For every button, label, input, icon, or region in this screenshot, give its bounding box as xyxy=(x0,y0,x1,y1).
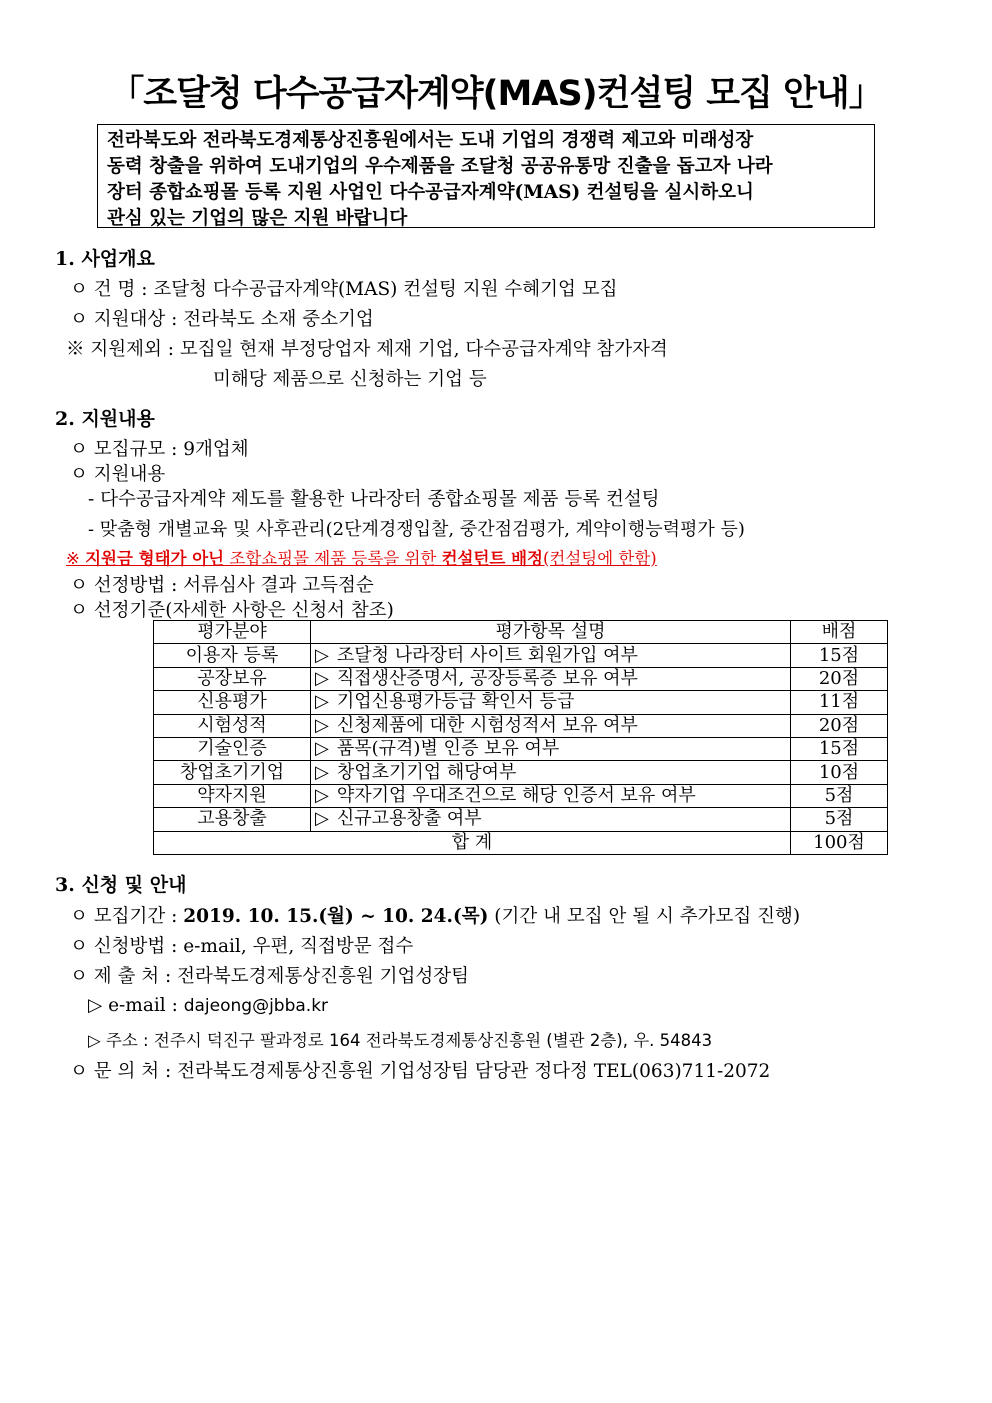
triangle-icon: ▷ xyxy=(315,808,329,830)
row-field: 기술인증 xyxy=(154,737,311,760)
table-header-row xyxy=(154,621,888,644)
triangle-icon: ▷ xyxy=(315,667,329,689)
row-desc: ▷ 기업신용평가등급 확인서 등급 xyxy=(311,691,791,714)
intro-box xyxy=(97,124,875,228)
intro-line: 동력 창출을 위하여 도내기업의 우수제품을 조달청 공공유통망 진출을 돕고자 나라 xyxy=(107,156,773,177)
email-link[interactable]: dajeong@jbba.kr xyxy=(183,996,329,1016)
intro-line: 관심 있는 기업의 많은 지원 바랍니다 xyxy=(107,208,408,229)
triangle-icon: ▷ xyxy=(315,761,329,783)
email-line: ▷ e-mail : dajeong@jbba.kr xyxy=(88,995,329,1016)
row-desc: ▷ 조달청 나라장터 사이트 회원가입 여부 xyxy=(311,644,791,667)
total-label: 합 계 xyxy=(154,831,791,854)
row-score: 15점 xyxy=(791,644,888,667)
triangle-icon: ▷ xyxy=(315,738,329,760)
row-field: 고용창출 xyxy=(154,808,311,831)
table-row xyxy=(154,691,888,714)
support-item: - 맞춤형 개별교육 및 사후관리(2단계경쟁입찰, 중간점검평가, 계약이행능력평가 등) xyxy=(88,519,745,540)
project-name: ㅇ 건 명 : 조달청 다수공급자계약(MAS) 컨설팅 지원 수혜기업 모집 xyxy=(70,279,618,300)
table-row xyxy=(154,808,888,831)
intro-line: 전라북도와 전라북도경제통상진흥원에서는 도내 기업의 경쟁력 제고와 미래성장 xyxy=(107,130,754,151)
row-score: 5점 xyxy=(791,784,888,807)
support-note: ※ 지원금 형태가 아닌 조합쇼핑몰 제품 등록을 위한 컨설턴트 배정(컨설팅에 한함) xyxy=(66,549,657,568)
table-row xyxy=(154,761,888,784)
row-score: 5점 xyxy=(791,808,888,831)
triangle-icon: ▷ xyxy=(315,644,329,666)
support-exclusion-cont: 미해당 제품으로 신청하는 기업 등 xyxy=(213,369,487,390)
row-field: 이용자 등록 xyxy=(154,644,311,667)
section-1-heading: 1. 사업개요 xyxy=(55,248,155,270)
support-item: - 다수공급자계약 제도를 활용한 나라장터 종합쇼핑몰 제품 등록 컨설팅 xyxy=(88,489,660,510)
row-desc: ▷ 신청제품에 대한 시험성적서 보유 여부 xyxy=(311,714,791,737)
row-score: 15점 xyxy=(791,737,888,760)
row-score: 11점 xyxy=(791,691,888,714)
row-desc: ▷ 품목(규격)별 인증 보유 여부 xyxy=(311,737,791,760)
selection-method: ㅇ 선정방법 : 서류심사 결과 고득점순 xyxy=(70,575,374,596)
row-desc: ▷ 신규고용창출 여부 xyxy=(311,808,791,831)
triangle-icon: ▷ xyxy=(315,784,329,806)
table-row xyxy=(154,784,888,807)
address-line: ▷ 주소 : 전주시 덕진구 팔과정로 164 전라북도경제통상진흥원 (별관 2층), 우. 54843 xyxy=(88,1031,713,1050)
recruit-scale: ㅇ 모집규모 : 9개업체 xyxy=(70,439,249,460)
table-total-row xyxy=(154,831,888,854)
row-score: 20점 xyxy=(791,714,888,737)
row-score: 20점 xyxy=(791,667,888,690)
support-target: ㅇ 지원대상 : 전라북도 소재 중소기업 xyxy=(70,309,374,330)
criteria-table xyxy=(153,620,888,855)
recruit-period: ㅇ 모집기간 : 2019. 10. 15.(월) ~ 10. 24.(목) (기간 내 모집 안 될 시 추가모집 진행) xyxy=(70,906,801,927)
col-header-field: 평가분야 xyxy=(154,621,311,644)
contact-line: ㅇ 문 의 처 : 전라북도경제통상진흥원 기업성장팀 담당관 정다정 TEL(063)711-2072 xyxy=(70,1061,771,1082)
table-row xyxy=(154,644,888,667)
section-2-heading: 2. 지원내용 xyxy=(55,408,155,430)
row-desc: ▷ 약자기업 우대조건으로 해당 인증서 보유 여부 xyxy=(311,784,791,807)
page-title: 「조달청 다수공급자계약(MAS)컨설팅 모집 안내」 xyxy=(109,74,883,114)
intro-line: 장터 종합쇼핑몰 등록 지원 사업인 다수공급자계약(MAS) 컨설팅을 실시하오니 xyxy=(107,182,754,203)
apply-method: ㅇ 신청방법 : e-mail, 우편, 직접방문 접수 xyxy=(70,936,414,957)
triangle-icon: ▷ xyxy=(315,691,329,713)
submit-to: ㅇ 제 출 처 : 전라북도경제통상진흥원 기업성장팀 xyxy=(70,966,469,987)
row-field: 공장보유 xyxy=(154,667,311,690)
table-row xyxy=(154,737,888,760)
row-field: 시험성적 xyxy=(154,714,311,737)
row-desc: ▷ 직접생산증명서, 공장등록증 보유 여부 xyxy=(311,667,791,690)
total-score: 100점 xyxy=(791,831,888,854)
section-3-heading: 3. 신청 및 안내 xyxy=(55,874,187,896)
row-field: 신용평가 xyxy=(154,691,311,714)
row-field: 약자지원 xyxy=(154,784,311,807)
row-score: 10점 xyxy=(791,761,888,784)
support-content: ㅇ 지원내용 xyxy=(70,464,166,485)
row-field: 창업초기기업 xyxy=(154,761,311,784)
table-row xyxy=(154,667,888,690)
selection-criteria: ㅇ 선정기준(자세한 사항은 신청서 참조) xyxy=(70,600,394,621)
table-row xyxy=(154,714,888,737)
col-header-desc: 평가항목 설명 xyxy=(311,621,791,644)
support-exclusion: ※ 지원제외 : 모집일 현재 부정당업자 제재 기업, 다수공급자계약 참가자격 xyxy=(66,339,668,360)
col-header-score: 배점 xyxy=(791,621,888,644)
triangle-icon: ▷ xyxy=(315,714,329,736)
row-desc: ▷ 창업초기기업 해당여부 xyxy=(311,761,791,784)
